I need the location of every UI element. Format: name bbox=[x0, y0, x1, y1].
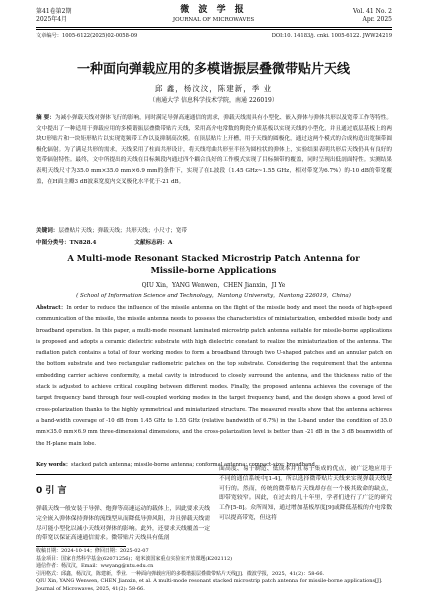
abstract-en-label: Abstract： bbox=[36, 305, 67, 311]
header-volume-en: Vol. 41 No. 2 bbox=[352, 8, 392, 15]
clc-value: TN828.4 bbox=[69, 240, 97, 246]
header-rule bbox=[36, 27, 392, 30]
footnote-author: 通信作者：杨汶汶，Email：wwyang@ntu.edu.cn bbox=[36, 563, 154, 570]
keywords-cn-text: 层叠贴片天线；弹载天线；共形天线；小尺寸；宽带 bbox=[58, 228, 188, 234]
section-heading-intro: 0 引 言 bbox=[36, 486, 67, 496]
header-right bbox=[353, 8, 392, 24]
title-cn: 一种面向弹载应用的多模谐振层叠微带贴片天线 bbox=[76, 62, 350, 77]
clc-label: 中图分类号： bbox=[36, 240, 70, 246]
footnote-rule bbox=[36, 546, 126, 547]
footnotes bbox=[36, 548, 396, 594]
affiliation-cn: （南通大学 信息科学技术学院，南通 226019） bbox=[149, 97, 278, 104]
affiliation-en: ( School of Information Science and Technology，Nantong University，Nantong 226019，China) bbox=[76, 293, 351, 299]
keywords-cn bbox=[36, 227, 392, 236]
intro-right-column: 面高度、易于制造、低成本并且易于集成的优点，被广泛地应用于不同的通信系统中[1-4]，所以选择微带贴片天线来实现弹载天线是可行的。然而，传统的微带贴片天线却存在一个极其致命的缺点，即带宽较窄。因此，在过去的几十年里，学者们进行了广泛的研究工作[5-8]。众所周知，通过增加基板厚度[9]或降低基板的介电常数可以提高带宽，但这将 bbox=[219, 466, 392, 521]
abstract-en-text: In order to reduce the influence of the missile antenna on the flight of the missile body and meet the needs of high-speed communication of the missile, the missile antenna needs to possess the characteristics of miniaturization, embedded missile body and broadband operation. In this paper, a multi-mode resonant laminated microstrip patch antenna suitable for missile-borne applications is proposed and adopts a ceramic dielectric substrate with high dielectric constant to realize the miniaturization of the antenna. The radiation patch contains a total of four working modes to form a broadband through two U-shaped patches and an annular patch on the bottom substrate and two rectangular radiometric patches on the top substrate. Considering the requirement that the antenna embedding carrier achieve conformity, a metal cavity is introduced to closely surround the antenna, and the thickness ratio of the stack is adjusted to achieve critical coupling between different modes. Finally, the proposed antenna achieves the coverage of the target frequency band through four well-coupled working modes in the target frequency band, and the design shows a good level of cross-polarization thanks to the highly symmetrical and miniaturized structure. The measured results show that the antenna achieves a band-width coverage of -10 dB from 1.45 GHz to 1.55 GHz (relative bandwidth of 6.7%) in the L-band under the condition of 35.0 mm×35.0 mm×6.9 mm three-dimensional dimensions, and the cross-polarization level is better than -21 dB in the 3 dB beamwidth of the H-plane main lobe. bbox=[36, 305, 392, 447]
abstract-cn-label: 摘 要： bbox=[36, 115, 55, 121]
title-en bbox=[0, 252, 427, 276]
abstract-cn-text: 为减小弹载天线对弹体飞行的影响，同时满足导弹高速通信的需求，弹载天线需具有小型化、嵌入弹体与弹体共形以及宽带工作等特性。文中提出了一种适用于弹载应用的多模谐振层叠微带贴片天线，采用高介电常数的陶瓷介质基板以实现天线的小型化，并且通过底层基板上的两块U形贴片和一块矩形贴片以实现宽频带工作以及抑制高次模。在顶层贴片上开槽，用于天线的圆极化，通过这两个模式的合成构造出宽频带圆极化辐射。为了满足共形的需求，天线采用了柱面共形设计，将天线弯曲共形至半径为圆柱状的弹体上，实验结果表明共形后天线仍具有良好的宽带辐射特性。最终，文中所提出的天线在目标频段内通过四个耦合良好的工作模式实现了目标频带的覆盖，同时呈现出低剖面特性。实测结果表明天线尺寸为35.0 mm×35.0 mm×6.9 mm的条件下，实现了在L波段（1.45 GHz~1.55 GHz，相对带宽为6.7%）的-10 dB的带宽覆盖，在H面主瓣3 dB波束宽度内交叉极化水平优于-21 dB。 bbox=[36, 115, 392, 185]
keywords-en-label: Key words： bbox=[36, 462, 71, 468]
article-number: 文章编号：1005-6122(2025)02-0058-09 bbox=[36, 33, 138, 39]
authors-cn: 邱 鑫，杨汶汶，陈建新，季 业 bbox=[154, 84, 273, 93]
journal-name-en: JOURNAL OF MICROWAVES bbox=[172, 17, 255, 23]
footnote-fund: 基金项目：国家自然科学基金(62071256)；毫米波国家重点实验室开放课题(K202112) bbox=[36, 555, 233, 562]
doc-code-value: A bbox=[167, 240, 173, 246]
classification-cn bbox=[36, 239, 392, 248]
journal-name-cn: 微 波 学 报 bbox=[180, 5, 247, 15]
header-date-en: Apr. 2025 bbox=[362, 16, 392, 23]
authors-en: QIU Xin，YANG Wenwen，CHEN Jianxin，JI Ye bbox=[141, 282, 286, 289]
header-date-cn: 2025年4月 bbox=[36, 16, 68, 23]
intro-left-column: 弹载天线一般安装于导弹、炮弹等高速运动的载体上，因此要求天线完全嵌入弹体保持弹体的流线型从而降低导弹风阻，并且弹载天线需尽可能小型化以减小天线对弹体的影响。此外，还要求天线覆盖一定的带宽以保证高速通信需求。微带贴片天线具有低剖 bbox=[36, 506, 210, 542]
doc-code-label: 文献标志码： bbox=[134, 240, 168, 246]
abstract-cn bbox=[36, 113, 392, 187]
header-volume-cn: 第41卷第2期 bbox=[36, 8, 72, 15]
footnote-cite-en: QIU Xin, YANG Wenwen, CHEN Jianxin, et al. A multi-mode resonant stacked microstrip patch antenna for missile-borne applications[J]. Journal of Microwaves, 2025, 41(2): 58-66. bbox=[36, 578, 383, 592]
keywords-cn-label: 关键词： bbox=[36, 228, 59, 234]
keywords-en-text: stacked patch antenna; missile-borne antenna; conformal antenna; compact-size; broadband bbox=[70, 462, 315, 468]
footnote-received: 收稿日期：2024-10-14；修回日期：2025-02-07 bbox=[36, 548, 149, 554]
doi: DOI:10. 14183/j. cnki. 1005-6122. JWW24219 bbox=[271, 33, 392, 39]
page-header bbox=[0, 0, 427, 48]
title-en-line1: A Multi-mode Resonant Stacked Microstrip Patch Antenna for bbox=[67, 253, 360, 263]
footnote-cite-cn: 引用格式：邱鑫，杨汶汶，陈建新，季业．一种面向弹载应用的多模谐振层叠微带贴片天线[J]．微波学报，2025，41(2)：58-66. bbox=[36, 570, 325, 577]
title-en-line2: Missile-borne Applications bbox=[150, 265, 277, 275]
abstract-en bbox=[36, 303, 392, 450]
